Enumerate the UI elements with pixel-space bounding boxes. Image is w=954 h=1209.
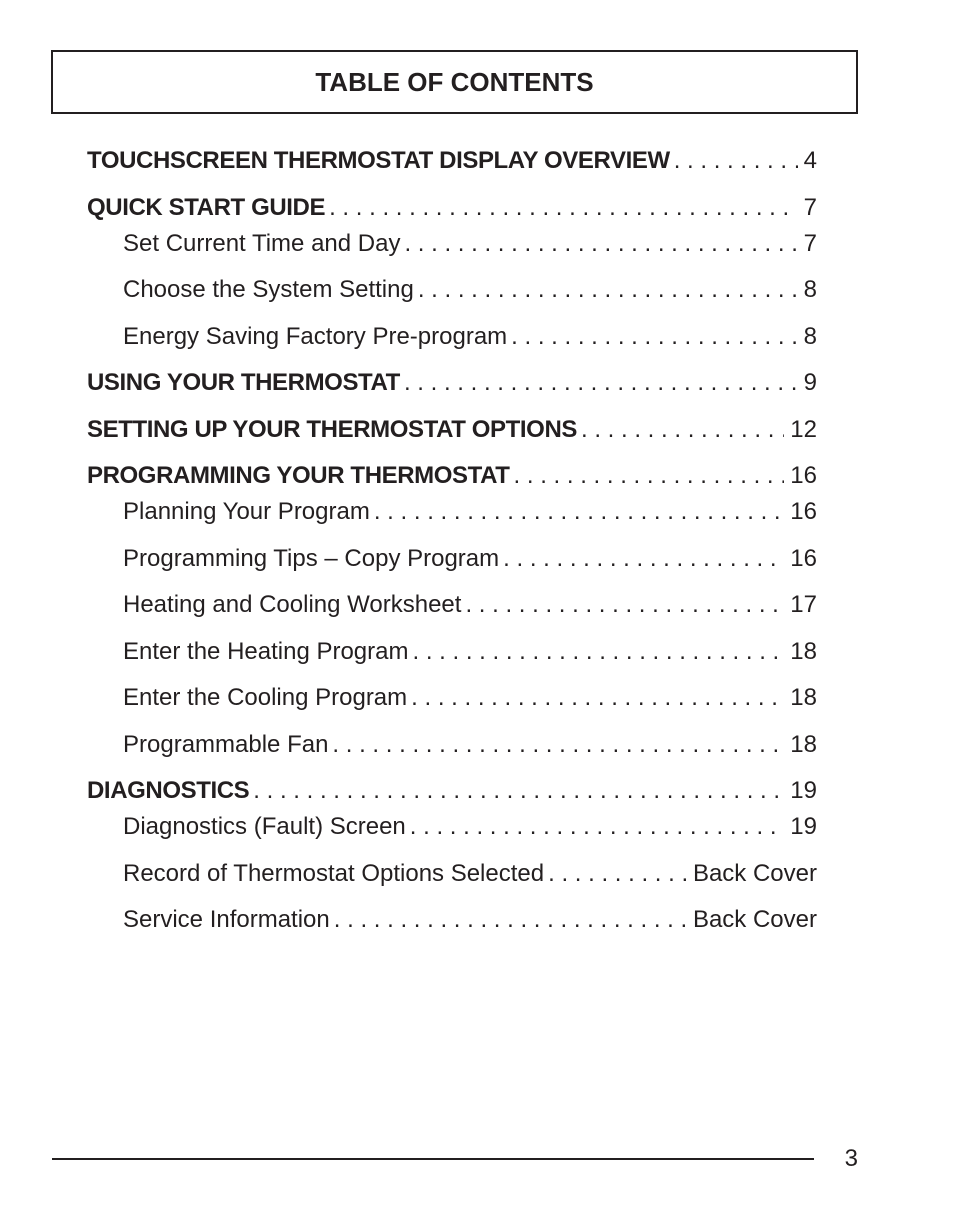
toc-leader-dots (418, 275, 798, 305)
toc-entry[interactable] (123, 544, 817, 574)
toc-leader-dots (511, 322, 797, 352)
toc-entry-page: 18 (790, 731, 817, 758)
toc-entry[interactable] (123, 905, 817, 935)
title-box (51, 50, 858, 114)
toc-entry-label: Record of Thermostat Options Selected (123, 860, 545, 887)
toc-entry-page: 7 (803, 230, 817, 257)
page-number: 3 (844, 1145, 858, 1172)
toc-entry[interactable] (123, 497, 817, 527)
toc-entry-label: USING YOUR THERMOSTAT (87, 369, 400, 396)
toc-leader-dots (404, 229, 797, 259)
footer-rule (52, 1158, 814, 1160)
toc-entry-label: QUICK START GUIDE (87, 194, 326, 221)
toc-entry-page: 9 (803, 369, 817, 396)
toc-leader-dots (548, 859, 687, 889)
toc-leader-dots (674, 146, 798, 176)
toc-leader-dots (404, 368, 798, 398)
toc-entry[interactable] (123, 322, 817, 352)
toc-entry-page: 4 (803, 147, 817, 174)
toc-entry[interactable] (123, 275, 817, 305)
toc-entry[interactable] (123, 683, 817, 713)
toc-leader-dots (374, 497, 784, 527)
toc-leader-dots (503, 544, 784, 574)
toc-entry-page: 17 (790, 591, 817, 618)
toc-entry-label: Service Information (123, 906, 330, 933)
toc-entry[interactable] (123, 637, 817, 667)
toc-entry-page: Back Cover (692, 906, 817, 933)
toc-entry-label: Energy Saving Factory Pre-program (123, 323, 508, 350)
toc-entry-page: 16 (790, 545, 817, 572)
toc-entry[interactable] (87, 776, 817, 806)
toc-entry[interactable] (87, 146, 817, 176)
toc-entry-label: Choose the System Setting (123, 276, 414, 303)
toc-entry-page: 12 (790, 416, 817, 443)
toc-entry-page: 8 (803, 323, 817, 350)
toc-entry[interactable] (123, 730, 817, 760)
toc-leader-dots (581, 415, 784, 445)
toc-entry-page: 19 (790, 813, 817, 840)
toc-entry[interactable] (87, 368, 817, 398)
toc-entry-label: Programmable Fan (123, 731, 329, 758)
toc-leader-dots (410, 812, 785, 842)
toc-leader-dots (412, 637, 784, 667)
toc-entry-page: 18 (790, 638, 817, 665)
toc-leader-dots (253, 776, 784, 806)
toc-entry-page: 8 (803, 276, 817, 303)
toc-leader-dots (334, 905, 687, 935)
toc-entry[interactable] (123, 859, 817, 889)
toc-entry[interactable] (123, 590, 817, 620)
toc-entry[interactable] (123, 229, 817, 259)
toc-entry-label: TOUCHSCREEN THERMOSTAT DISPLAY OVERVIEW (87, 147, 670, 174)
toc-entry[interactable] (123, 812, 817, 842)
toc-entry-label: Set Current Time and Day (123, 230, 401, 257)
toc-entry-label: SETTING UP YOUR THERMOSTAT OPTIONS (87, 416, 577, 443)
toc-leader-dots (514, 461, 785, 491)
toc-entry-label: Enter the Heating Program (123, 638, 409, 665)
toc-entry-page: Back Cover (692, 860, 817, 887)
toc-leader-dots (329, 193, 798, 223)
toc-entry[interactable] (87, 415, 817, 445)
toc-entry-page: 16 (790, 462, 817, 489)
toc-entry-label: Enter the Cooling Program (123, 684, 408, 711)
toc-entry-label: Planning Your Program (123, 498, 370, 525)
toc-entry[interactable] (87, 193, 817, 223)
toc-entry-label: Diagnostics (Fault) Screen (123, 813, 406, 840)
toc-entry-page: 7 (803, 194, 817, 221)
toc-leader-dots (465, 590, 784, 620)
toc-entry[interactable] (87, 461, 817, 491)
page-title: TABLE OF CONTENTS (315, 66, 594, 97)
toc-entry-label: PROGRAMMING YOUR THERMOSTAT (87, 462, 510, 489)
toc-entry-page: 16 (790, 498, 817, 525)
toc-entry-label: DIAGNOSTICS (87, 777, 250, 804)
toc-entry-page: 19 (790, 777, 817, 804)
toc-entry-page: 18 (790, 684, 817, 711)
toc-leader-dots (332, 730, 784, 760)
toc-leader-dots (411, 683, 784, 713)
toc-entry-label: Programming Tips – Copy Program (123, 545, 500, 572)
toc-entry-label: Heating and Cooling Worksheet (123, 591, 462, 618)
